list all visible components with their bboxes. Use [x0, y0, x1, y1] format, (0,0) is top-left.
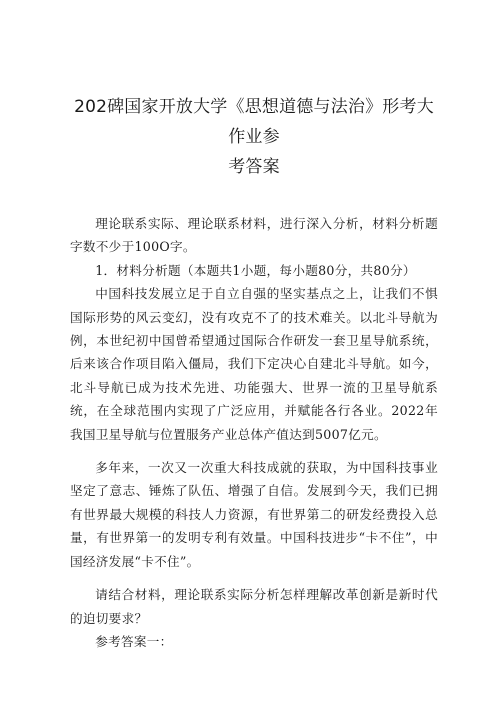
title-line-1: 202碑国家开放大学《思想道德与法治》形考大作业参 [74, 97, 434, 147]
material-paragraph-1: 中国科技发展立足于自立自强的坚实基点之上，让我们不惧国际形势的风云变幻，没有攻克不了的技术难关。以北斗导航为例，本世纪初中国曾希望通过国际合作研发一套卫星导航系统，后来该合作项目陷入僵局，我们下定决心自建北斗导航。如今，北斗导航已成为技术先进、功能强大、世界一流的卫星导航系统，在全球范围内实现了广泛应用，并赋能各行各业。2022年我国卫星导航与位置服务产业总体产值达到5007亿元。 [70, 286, 438, 442]
document-body [70, 212, 438, 653]
question-prompt: 请结合材料，理论联系实际分析怎样理解改革创新是新时代的迫切要求？ [70, 587, 438, 626]
title-line-2: 考答案 [228, 157, 280, 177]
instruction-paragraph: 理论联系实际、理论联系材料，进行深入分析，材料分析题字数不少于100O字。 [70, 216, 438, 255]
answer-heading: 参考答案一： [95, 633, 173, 649]
question-heading: 1．材料分析题（本题共1小题，每小题80分，共80分） [95, 262, 416, 278]
document-title [70, 0, 438, 182]
material-paragraph-2: 多年来，一次又一次重大科技成就的获取，为中国科技事业坚定了意志、锤炼了队伍、增强了自信。发展到今天，我们已拥有世界最大规模的科技人力资源，有世界第二的研发经费投入总量，有世界第一的发明专利有效量。中国科技进步“卡不住”，中国经济发展“卡不住”。 [70, 460, 438, 569]
